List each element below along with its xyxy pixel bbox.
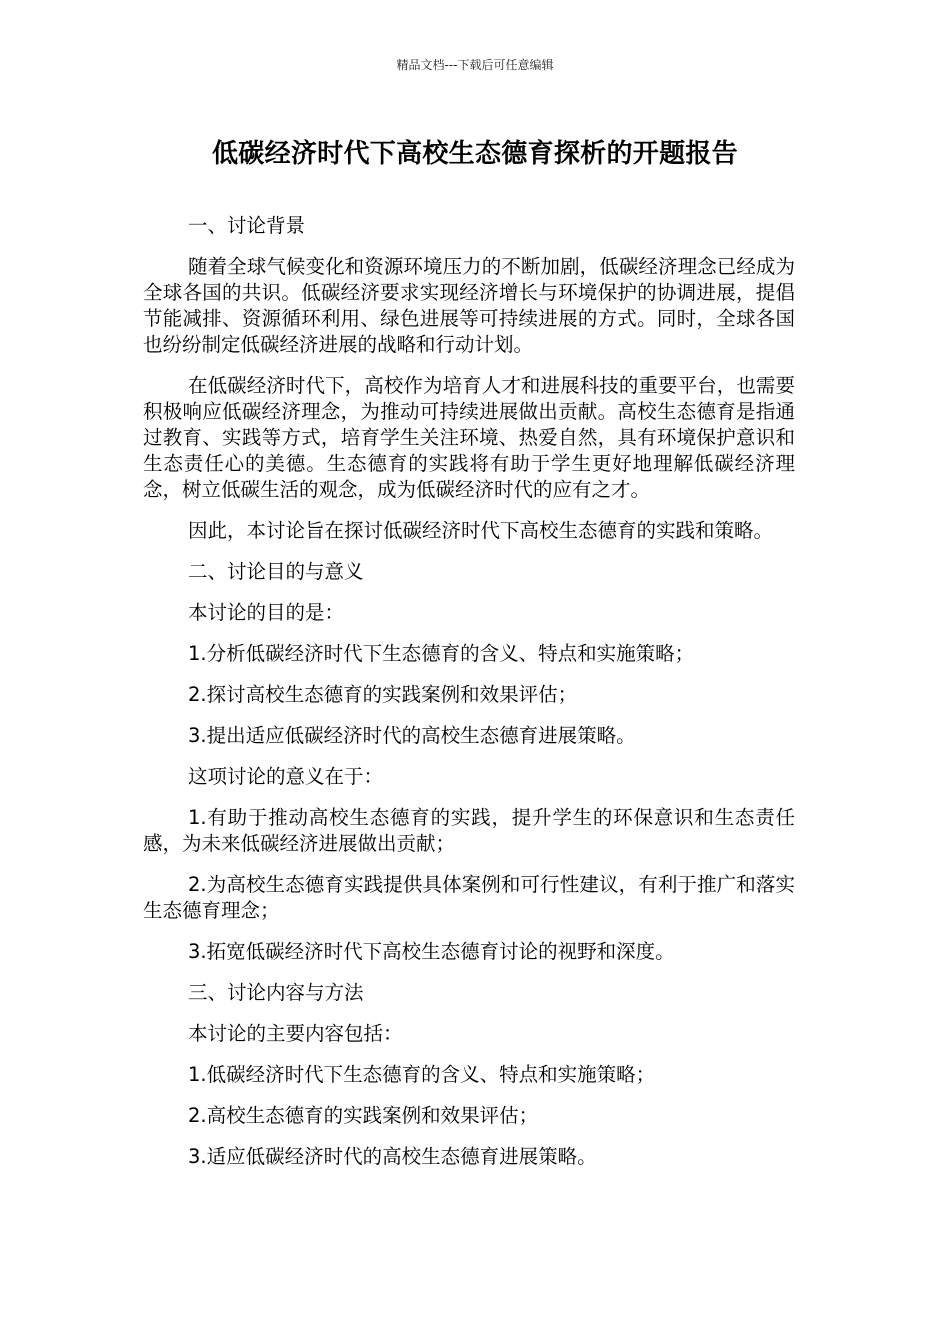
- paragraph-background-1: 随着全球气候变化和资源环境压力的不断加剧，低碳经济理念已经成为全球各国的共识。低碳经济要求实现经济增长与环境保护的协调进展，提倡节能减排、资源循环利用、绿色进展等可持续进展的方式。同时，全球各国也纷纷制定低碳经济进展的战略和行动计划。: [143, 255, 795, 356]
- list-item-significance-2: 2.为高校生态德育实践提供具体案例和可行性建议，有利于推广和落实生态德育理念；: [143, 873, 795, 922]
- paragraph-content-intro: 本讨论的主要内容包括：: [188, 1022, 403, 1045]
- list-item-content-2: 2.高校生态德育的实践案例和效果评估；: [188, 1104, 539, 1127]
- paragraph-background-3: 因此，本讨论旨在探讨低碳经济时代下高校生态德育的实践和策略。: [188, 519, 774, 542]
- section-heading-background: 一、讨论背景: [188, 214, 306, 237]
- paragraph-purpose-intro: 本讨论的目的是：: [188, 601, 345, 624]
- paragraph-significance-intro: 这项讨论的意义在于：: [188, 765, 384, 788]
- list-item-purpose-3: 3.提出适应低碳经济时代的高校生态德育进展策略。: [188, 724, 636, 747]
- list-item-content-3: 3.适应低碳经济时代的高校生态德育进展策略。: [188, 1145, 597, 1168]
- list-item-content-1: 1.低碳经济时代下生态德育的含义、特点和实施策略；: [188, 1063, 656, 1086]
- document-title: 低碳经济时代下高校生态德育探析的开题报告: [211, 139, 738, 169]
- list-item-significance-1: 1.有助于推动高校生态德育的实践，提升学生的环保意识和生态责任感，为未来低碳经济进展做出贡献；: [143, 806, 795, 855]
- paragraph-background-2: 在低碳经济时代下，高校作为培育人才和进展科技的重要平台，也需要积极响应低碳经济理念，为推动可持续进展做出贡献。高校生态德育是指通过教育、实践等方式，培育学生关注环境、热爱自然，具有环境保护意识和生态责任心的美德。生态德育的实践将有助于学生更好地理解低碳经济理念，树立低碳生活的观念，成为低碳经济时代的应有之才。: [143, 374, 795, 501]
- section-heading-content-method: 三、讨论内容与方法: [188, 981, 364, 1004]
- page-header: 精品文档---下载后可任意编辑: [396, 58, 554, 72]
- list-item-significance-3: 3.拓宽低碳经济时代下高校生态德育讨论的视野和深度。: [188, 940, 675, 963]
- list-item-purpose-1: 1.分析低碳经济时代下生态德育的含义、特点和实施策略；: [188, 642, 695, 665]
- list-item-purpose-2: 2.探讨高校生态德育的实践案例和效果评估；: [188, 683, 578, 706]
- document-body: [143, 213, 795, 1185]
- section-heading-purpose: 二、讨论目的与意义: [188, 560, 364, 583]
